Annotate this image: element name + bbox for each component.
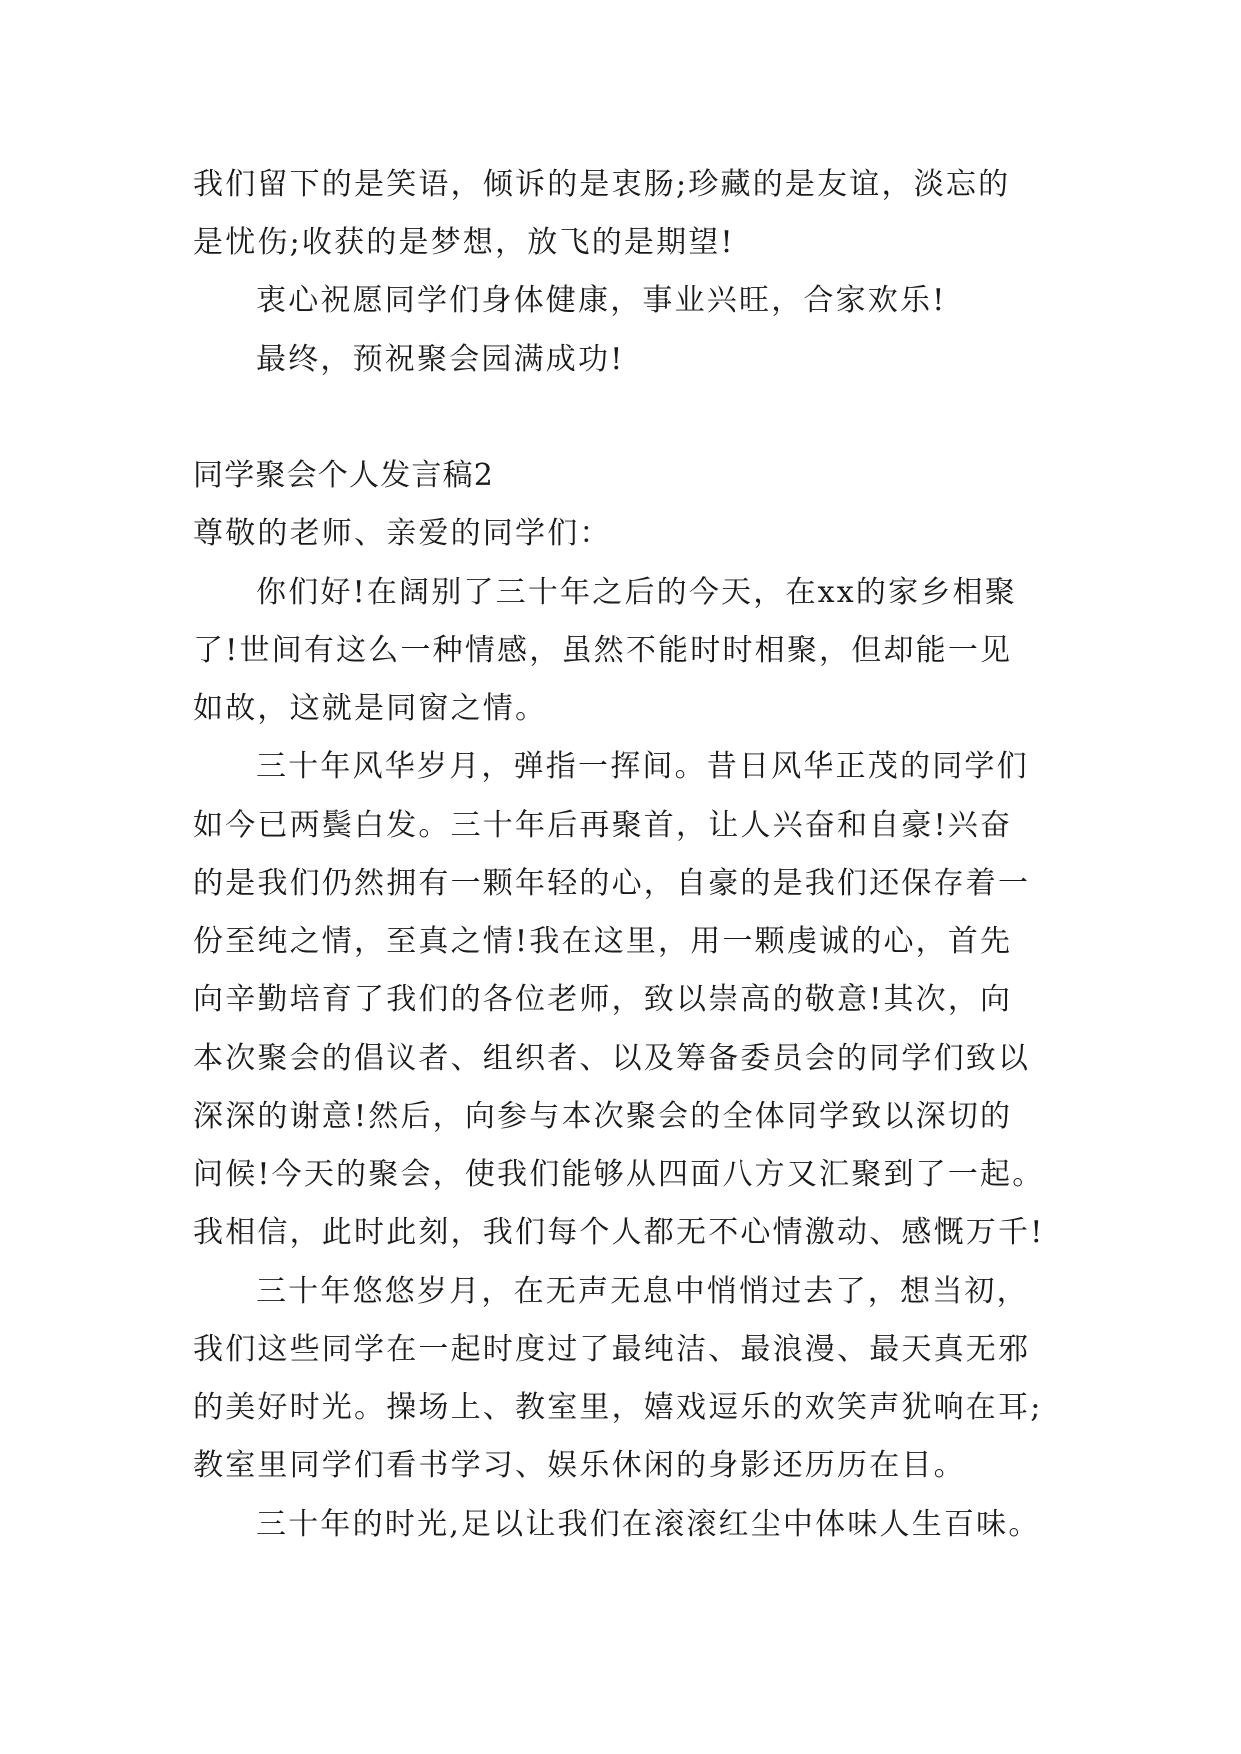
text-line: 了!世间有这么一种情感，虽然不能时时相聚，但却能一见 [193, 633, 1013, 668]
text-line: 向辛勤培育了我们的各位老师，致以崇高的敬意!其次，向 [193, 982, 1013, 1017]
text-line: 深深的谢意!然后，向参与本次聚会的全体同学致以深切的 [193, 1099, 1013, 1134]
text-line: 我们留下的是笑语，倾诉的是衷肠;珍藏的是友谊，淡忘的 [193, 167, 1011, 202]
salutation: 尊敬的老师、亲爱的同学们： [193, 516, 612, 551]
text-line: 三十年的时光,足以让我们在滚滚红尘中体味人生百味。 [256, 1507, 1041, 1542]
text-line: 是忧伤;收获的是梦想，放飞的是期望! [193, 225, 735, 260]
text-line: 我们这些同学在一起时度过了最纯洁、最浪漫、最天真无邪 [193, 1332, 1031, 1367]
text-line: 我相信，此时此刻，我们每个人都无不心情激动、感慨万千! [193, 1215, 1045, 1250]
text-line: 本次聚会的倡议者、组织者、以及筹备委员会的同学们致以 [193, 1041, 1031, 1076]
text-line: 的美好时光。操场上、教室里，嬉戏逗乐的欢笑声犹响在耳; [193, 1390, 1043, 1425]
section-title: 同学聚会个人发言稿2 [193, 458, 495, 493]
text-line: 如今已两鬓白发。三十年后再聚首，让人兴奋和自豪!兴奋 [193, 808, 1013, 843]
text-line: 三十年悠悠岁月，在无声无息中悄悄过去了，想当初， [256, 1274, 1029, 1309]
text-line: 你们好!在阔别了三十年之后的今天，在xx的家乡相聚 [256, 575, 1017, 610]
text-line: 如故，这就是同窗之情。 [193, 691, 548, 726]
text-line: 最终，预祝聚会园满成功! [256, 342, 625, 377]
text-line: 衷心祝愿同学们身体健康，事业兴旺，合家欢乐! [256, 283, 947, 318]
text-line: 的是我们仍然拥有一颗年轻的心，自豪的是我们还保存着一 [193, 866, 1031, 901]
text-line: 问候!今天的聚会，使我们能够从四面八方又汇聚到了一起。 [193, 1157, 1045, 1192]
text-line: 教室里同学们看书学习、娱乐休闲的身影还历历在目。 [193, 1448, 966, 1483]
text-line: 份至纯之情，至真之情!我在这里，用一颗虔诚的心，首先 [193, 924, 1013, 959]
text-line: 三十年风华岁月，弹指一挥间。昔日风华正茂的同学们 [256, 749, 1029, 784]
